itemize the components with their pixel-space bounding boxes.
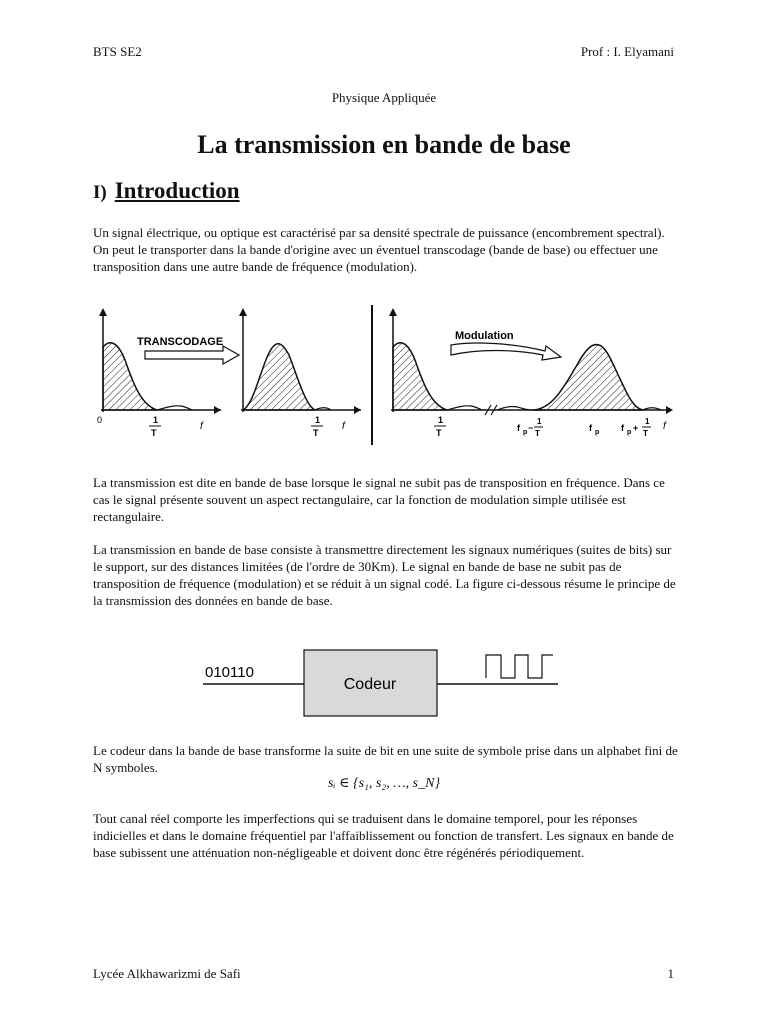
header-left: BTS SE2 (93, 44, 142, 59)
header-right: Prof : I. Elyamani (580, 44, 674, 59)
section-heading (93, 178, 240, 204)
fp-plus-label (621, 417, 651, 438)
modulation-label: Modulation (455, 330, 514, 342)
fp-minus-sign: − (528, 423, 534, 433)
transcodage-label: TRANSCODAGE (137, 336, 224, 348)
page-title: La transmission en bande de base (197, 130, 571, 159)
one-over-t-num-2: 1 (315, 415, 321, 425)
fp-plus-den: T (643, 429, 648, 438)
fp-plus-num: 1 (645, 417, 650, 426)
footer-left: Lycée Alkhawarizmi de Safi (93, 966, 241, 981)
zero-label: 0 (97, 415, 103, 425)
section-number: I) (93, 182, 107, 203)
section-label: Introduction (114, 178, 240, 203)
fp-minus-f: f (517, 423, 520, 433)
one-over-t-num-1: 1 (153, 415, 159, 425)
panel-modulation (389, 308, 673, 438)
fp-minus-num: 1 (537, 417, 542, 426)
fp-sub: p (595, 429, 600, 436)
spectrum-figure (93, 305, 678, 450)
transcodage-arrow (137, 336, 239, 364)
fp-plus-sign: + (633, 423, 639, 433)
paragraph-2: La transmission est dite en bande de base lorsque le signal ne subit pas de transposition en fréquence. Dans ce cas le signal présente souvent un aspect rectangulaire, car la fonction de modulation simple utilisée est rectangulaire. (93, 475, 665, 524)
fp-f: f (589, 423, 592, 433)
square-wave-icon (486, 655, 553, 678)
one-over-t-den-3: T (436, 428, 442, 438)
paragraph-5: Tout canal réel comporte les imperfections qui se traduisent dans le domaine temporel, pour les réponses indicielles et dans le domaine fréquentiel par l'affaiblissement ou fonction de transfert. Les signaux en bande de base subissent une atténuation non-négligeable et doivent donc être régénérés périodiquement. (93, 811, 674, 860)
one-over-t-den-2: T (313, 428, 319, 438)
bit-sequence: 010110 (205, 664, 254, 681)
f-label-1: f (200, 421, 203, 432)
panel-baseband-transcoded (239, 308, 361, 438)
fp-plus-f: f (621, 423, 624, 433)
f-label-2: f (342, 421, 345, 432)
symbol-formula: sᵢ ∈ {s₁, s₂, …, s_N} (327, 776, 441, 791)
f-label-3: f (663, 421, 666, 432)
panel-baseband-original (97, 308, 224, 438)
paragraph-4: Le codeur dans la bande de base transforme la suite de bit en une suite de symbole prise dans un alphabet fini de N symboles. (93, 743, 678, 775)
encoder-label: Codeur (343, 676, 397, 693)
subtitle: Physique Appliquée (331, 90, 437, 105)
paragraph-3: La transmission en bande de base consiste à transmettre directement les signaux numériques (suites de bits) sur le support, sur des distances limitées (de l'ordre de 30Km). Le signal en bande de base ne subit pas de transposition de fréquence (modulation) et se réduit à un signal codé. La figure ci-dessous résume le principe de la transmission des données en bande de base. (93, 542, 676, 608)
fp-plus-sub: p (627, 429, 632, 436)
paragraph-1: Un signal électrique, ou optique est caractérisé par sa densité spectrale de puissance (encombrement spectral). On peut le transporter dans la bande d'origine avec un éventuel transcodage (bande de base) ou effectuer une transposition dans une autre bande de fréquence (modulation). (93, 225, 665, 274)
fp-minus-sub: p (523, 429, 528, 436)
fp-label (589, 423, 599, 436)
one-over-t-den-1: T (151, 428, 157, 438)
fp-minus-den: T (535, 429, 540, 438)
page-number: 1 (667, 966, 674, 981)
encoder-figure (198, 642, 568, 722)
one-over-t-num-3: 1 (438, 415, 444, 425)
fp-minus-label (517, 417, 543, 438)
